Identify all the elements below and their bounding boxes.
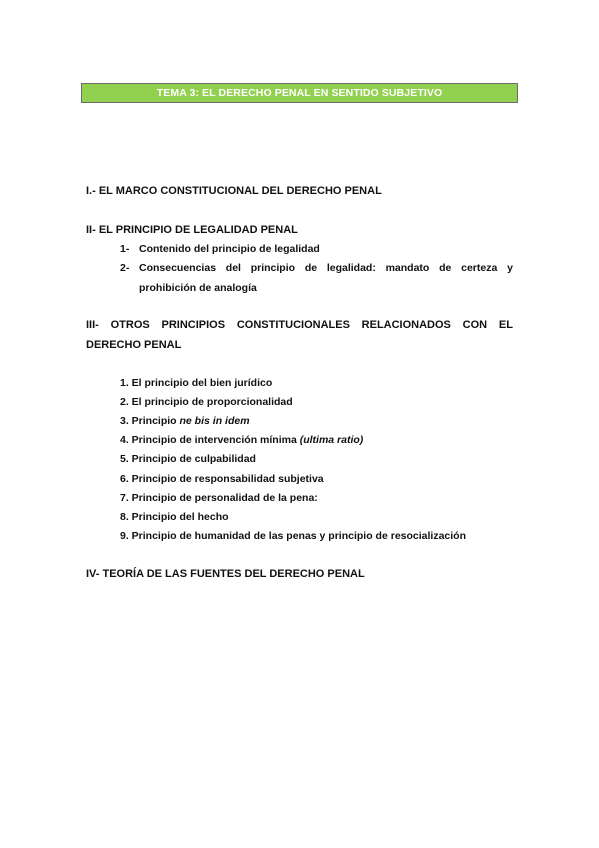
word: de xyxy=(439,262,452,274)
item-text: Contenido del principio de legalidad xyxy=(139,243,320,255)
word: RELACIONADOS xyxy=(361,319,451,331)
topic-title: TEMA 3: EL DERECHO PENAL EN SENTIDO SUBJETIVO xyxy=(156,87,443,99)
heading-line-1 xyxy=(86,315,513,335)
word: mandato xyxy=(385,262,430,274)
principle-item-8: 8. Principio del hecho xyxy=(120,511,229,523)
item-number: 1- xyxy=(120,243,130,255)
item-italic-text: (ultima ratio) xyxy=(299,434,364,446)
word: legalidad: xyxy=(326,262,376,274)
principle-item-1: 1. El principio del bien jurídico xyxy=(120,377,273,389)
section-heading-1: I.- EL MARCO CONSTITUCIONAL DEL DERECHO PENAL xyxy=(86,185,382,197)
principle-item-7: 7. Principio de personalidad de la pena: xyxy=(120,492,318,504)
item-text: 3. Principio xyxy=(120,415,180,427)
item-number: 2- xyxy=(120,262,130,274)
section-2-item-2 xyxy=(120,258,513,298)
word: PRINCIPIOS xyxy=(161,319,226,331)
word: III- xyxy=(86,319,99,331)
principle-item-4 xyxy=(120,433,363,447)
principle-item-5: 5. Principio de culpabilidad xyxy=(120,453,256,465)
word: certeza xyxy=(461,262,498,274)
word: CONSTITUCIONALES xyxy=(236,319,350,331)
word: de xyxy=(304,262,318,274)
section-heading-4: IV- TEORÍA DE LAS FUENTES DEL DERECHO PENAL xyxy=(86,568,365,580)
item-line-2: prohibición de analogía xyxy=(139,282,257,294)
word: EL xyxy=(498,319,513,331)
section-heading-2: II- EL PRINCIPIO DE LEGALIDAD PENAL xyxy=(86,224,298,236)
heading-line-2: DERECHO PENAL xyxy=(86,339,182,351)
topic-title-banner xyxy=(81,83,518,103)
item-text: 4. Principio de intervención mínima xyxy=(120,434,300,446)
section-heading-3 xyxy=(86,315,513,355)
section-2-item-1 xyxy=(120,242,320,256)
word: del xyxy=(225,262,241,274)
item-words xyxy=(139,258,513,278)
item-line-1 xyxy=(120,258,513,278)
word: Consecuencias xyxy=(139,262,217,274)
principle-item-2: 2. El principio de proporcionalidad xyxy=(120,396,293,408)
word: OTROS xyxy=(110,319,150,331)
principle-item-6: 6. Principio de responsabilidad subjetiva xyxy=(120,473,324,485)
word: y xyxy=(507,262,513,274)
principle-item-3 xyxy=(120,414,250,428)
word: CON xyxy=(462,319,488,331)
item-italic-text: ne bis in idem xyxy=(179,415,250,427)
principle-item-9: 9. Principio de humanidad de las penas y principio de resocialización xyxy=(120,530,467,542)
word: principio xyxy=(250,262,296,274)
